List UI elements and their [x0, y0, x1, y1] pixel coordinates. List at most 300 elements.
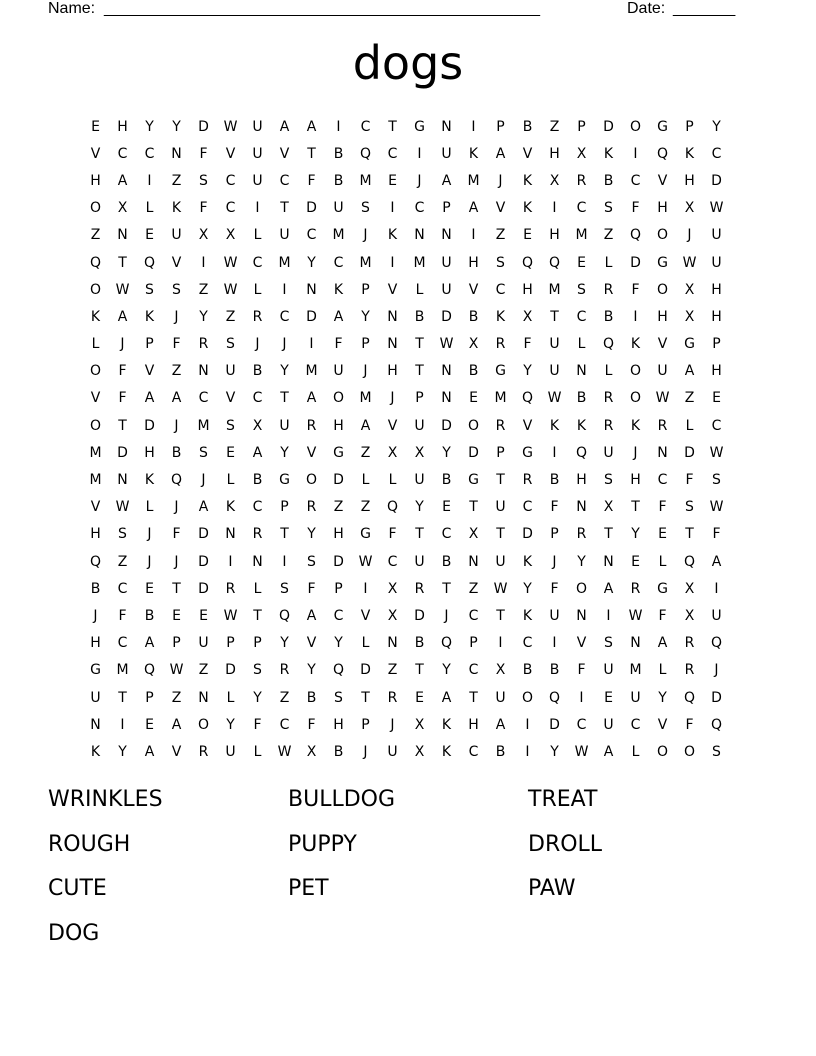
grid-letter[interactable]: I [714, 580, 719, 597]
grid-letter[interactable]: U [549, 336, 560, 353]
grid-letter[interactable]: Z [495, 227, 506, 244]
grid-letter[interactable]: B [441, 472, 452, 489]
grid-letter[interactable]: R [252, 308, 263, 325]
grid-letter[interactable]: A [333, 308, 344, 325]
grid-letter[interactable]: H [90, 172, 101, 189]
grid-letter[interactable]: E [226, 444, 235, 461]
grid-letter[interactable]: F [658, 607, 667, 624]
grid-letter[interactable]: R [198, 743, 209, 760]
grid-letter[interactable]: C [333, 254, 344, 271]
grid-letter[interactable]: H [333, 526, 344, 543]
grid-letter[interactable]: Q [521, 390, 534, 407]
grid-letter[interactable]: V [468, 281, 479, 298]
grid-letter[interactable]: A [360, 417, 371, 434]
grid-letter[interactable]: W [709, 499, 724, 516]
grid-letter[interactable]: U [630, 689, 641, 706]
grid-letter[interactable]: H [522, 281, 533, 298]
grid-letter[interactable]: P [469, 635, 478, 652]
grid-letter[interactable]: O [575, 580, 588, 597]
grid-letter[interactable]: U [495, 689, 506, 706]
grid-letter[interactable]: R [387, 689, 398, 706]
grid-letter[interactable]: I [633, 145, 638, 162]
grid-letter[interactable]: J [147, 553, 152, 570]
grid-letter[interactable]: P [145, 336, 154, 353]
grid-letter[interactable]: W [223, 281, 238, 298]
grid-letter[interactable]: J [444, 607, 449, 624]
grid-letter[interactable]: T [442, 580, 451, 597]
grid-letter[interactable]: R [495, 417, 506, 434]
grid-letter[interactable]: R [252, 526, 263, 543]
grid-letter[interactable]: G [468, 472, 479, 489]
grid-letter[interactable]: N [387, 308, 398, 325]
grid-letter[interactable]: L [253, 580, 262, 597]
grid-letter[interactable]: T [631, 499, 640, 516]
grid-letter[interactable]: D [684, 444, 695, 461]
grid-letter[interactable]: A [306, 607, 317, 624]
grid-letter[interactable]: U [225, 743, 236, 760]
grid-letter[interactable]: K [630, 336, 641, 353]
date-field-line[interactable]: _______ [673, 0, 736, 17]
grid-letter[interactable]: V [387, 281, 398, 298]
grid-letter[interactable]: Y [199, 308, 208, 325]
grid-letter[interactable]: M [116, 662, 129, 679]
grid-letter[interactable]: I [498, 635, 503, 652]
grid-letter[interactable]: Z [171, 172, 182, 189]
grid-letter[interactable]: P [172, 635, 181, 652]
grid-letter[interactable]: H [144, 444, 155, 461]
grid-letter[interactable]: V [657, 336, 668, 353]
grid-letter[interactable]: Y [658, 689, 667, 706]
grid-letter[interactable]: A [144, 390, 155, 407]
grid-letter[interactable]: D [414, 607, 425, 624]
grid-letter[interactable]: H [387, 363, 398, 380]
grid-letter[interactable]: X [225, 227, 236, 244]
grid-letter[interactable]: K [522, 553, 533, 570]
grid-letter[interactable]: V [387, 417, 398, 434]
grid-letter[interactable]: N [657, 444, 668, 461]
grid-letter[interactable]: X [549, 172, 560, 189]
grid-letter[interactable]: C [117, 145, 128, 162]
grid-letter[interactable]: P [577, 118, 586, 135]
grid-letter[interactable]: L [604, 254, 613, 271]
grid-letter[interactable]: A [495, 716, 506, 733]
grid-letter[interactable]: X [603, 499, 614, 516]
grid-letter[interactable]: Z [198, 281, 209, 298]
grid-letter[interactable]: H [468, 254, 479, 271]
grid-letter[interactable]: N [225, 526, 236, 543]
grid-letter[interactable]: G [657, 118, 668, 135]
grid-letter[interactable]: Y [253, 689, 262, 706]
grid-letter[interactable]: T [118, 417, 127, 434]
grid-letter[interactable]: G [657, 580, 668, 597]
grid-letter[interactable]: S [604, 635, 613, 652]
grid-letter[interactable]: J [417, 172, 422, 189]
grid-letter[interactable]: J [633, 444, 638, 461]
grid-letter[interactable]: B [603, 308, 614, 325]
grid-letter[interactable]: E [172, 607, 181, 624]
grid-letter[interactable]: A [198, 499, 209, 516]
grid-letter[interactable]: R [684, 635, 695, 652]
grid-letter[interactable]: Y [334, 635, 343, 652]
grid-letter[interactable]: E [604, 689, 613, 706]
grid-letter[interactable]: T [118, 254, 127, 271]
grid-letter[interactable]: H [630, 472, 641, 489]
grid-letter[interactable]: L [253, 281, 262, 298]
grid-letter[interactable]: C [387, 553, 398, 570]
grid-letter[interactable]: B [441, 553, 452, 570]
grid-letter[interactable]: X [684, 281, 695, 298]
grid-letter[interactable]: D [144, 417, 155, 434]
grid-letter[interactable]: Y [280, 363, 289, 380]
grid-letter[interactable]: Q [89, 553, 102, 570]
grid-letter[interactable]: U [252, 145, 263, 162]
grid-letter[interactable]: I [282, 281, 287, 298]
grid-letter[interactable]: Q [143, 254, 156, 271]
grid-letter[interactable]: K [90, 308, 101, 325]
grid-letter[interactable]: Y [442, 444, 451, 461]
grid-letter[interactable]: U [279, 417, 290, 434]
grid-letter[interactable]: O [89, 417, 102, 434]
grid-letter[interactable]: F [118, 607, 127, 624]
grid-letter[interactable]: C [441, 526, 452, 543]
grid-letter[interactable]: U [414, 553, 425, 570]
grid-letter[interactable]: J [120, 336, 125, 353]
grid-letter[interactable]: S [145, 281, 154, 298]
grid-letter[interactable]: C [468, 743, 479, 760]
grid-letter[interactable]: W [439, 336, 454, 353]
grid-letter[interactable]: U [414, 472, 425, 489]
grid-letter[interactable]: G [414, 118, 425, 135]
grid-letter[interactable]: Q [332, 662, 345, 679]
grid-letter[interactable]: K [630, 417, 641, 434]
grid-letter[interactable]: B [495, 743, 506, 760]
grid-letter[interactable]: F [307, 172, 316, 189]
grid-letter[interactable]: K [90, 743, 101, 760]
grid-letter[interactable]: J [255, 336, 260, 353]
grid-letter[interactable]: H [333, 716, 344, 733]
grid-letter[interactable]: U [441, 145, 452, 162]
grid-letter[interactable]: C [252, 254, 263, 271]
grid-letter[interactable]: W [169, 662, 184, 679]
grid-letter[interactable]: I [201, 254, 206, 271]
grid-letter[interactable]: L [226, 472, 235, 489]
grid-letter[interactable]: K [171, 200, 182, 217]
grid-letter[interactable]: M [278, 254, 291, 271]
grid-letter[interactable]: I [633, 308, 638, 325]
grid-letter[interactable]: R [306, 417, 317, 434]
grid-letter[interactable]: D [522, 526, 533, 543]
grid-letter[interactable]: C [522, 499, 533, 516]
grid-letter[interactable]: B [414, 308, 425, 325]
grid-letter[interactable]: E [712, 390, 721, 407]
grid-letter[interactable]: Z [171, 689, 182, 706]
grid-letter[interactable]: F [658, 499, 667, 516]
grid-letter[interactable]: A [603, 580, 614, 597]
grid-letter[interactable]: N [198, 363, 209, 380]
grid-letter[interactable]: M [359, 172, 372, 189]
grid-letter[interactable]: U [171, 227, 182, 244]
grid-letter[interactable]: I [336, 118, 341, 135]
grid-letter[interactable]: A [441, 172, 452, 189]
grid-letter[interactable]: I [309, 336, 314, 353]
grid-letter[interactable]: H [711, 281, 722, 298]
grid-letter[interactable]: C [279, 716, 290, 733]
grid-letter[interactable]: N [252, 553, 263, 570]
grid-letter[interactable]: G [684, 336, 695, 353]
grid-letter[interactable]: Z [279, 689, 290, 706]
grid-letter[interactable]: D [333, 553, 344, 570]
grid-letter[interactable]: P [280, 499, 289, 516]
grid-letter[interactable]: A [144, 743, 155, 760]
grid-letter[interactable]: F [631, 281, 640, 298]
grid-letter[interactable]: K [522, 172, 533, 189]
grid-letter[interactable]: S [253, 662, 262, 679]
grid-letter[interactable]: D [198, 118, 209, 135]
grid-letter[interactable]: T [550, 308, 559, 325]
grid-letter[interactable]: W [223, 118, 238, 135]
grid-letter[interactable]: N [468, 553, 479, 570]
grid-letter[interactable]: A [306, 390, 317, 407]
grid-letter[interactable]: L [577, 336, 586, 353]
grid-letter[interactable]: C [468, 607, 479, 624]
grid-letter[interactable]: T [496, 526, 505, 543]
grid-letter[interactable]: P [415, 390, 424, 407]
grid-letter[interactable]: V [495, 200, 506, 217]
grid-letter[interactable]: W [547, 390, 562, 407]
grid-letter[interactable]: I [282, 553, 287, 570]
grid-letter[interactable]: S [280, 580, 289, 597]
grid-letter[interactable]: H [117, 118, 128, 135]
grid-letter[interactable]: G [90, 662, 101, 679]
grid-letter[interactable]: H [576, 472, 587, 489]
grid-letter[interactable]: W [709, 444, 724, 461]
grid-letter[interactable]: Z [225, 308, 236, 325]
grid-letter[interactable]: R [684, 662, 695, 679]
grid-letter[interactable]: T [685, 526, 694, 543]
grid-letter[interactable]: W [574, 743, 589, 760]
grid-letter[interactable]: N [414, 227, 425, 244]
grid-letter[interactable]: C [360, 118, 371, 135]
grid-letter[interactable]: N [387, 336, 398, 353]
grid-letter[interactable]: J [363, 743, 368, 760]
grid-letter[interactable]: D [333, 472, 344, 489]
grid-letter[interactable]: V [90, 499, 101, 516]
grid-letter[interactable]: U [657, 363, 668, 380]
grid-letter[interactable]: W [709, 200, 724, 217]
grid-letter[interactable]: V [306, 444, 317, 461]
grid-letter[interactable]: B [171, 444, 182, 461]
grid-letter[interactable]: Q [548, 689, 561, 706]
grid-letter[interactable]: U [441, 281, 452, 298]
grid-letter[interactable]: G [333, 444, 344, 461]
grid-letter[interactable]: P [685, 118, 694, 135]
grid-letter[interactable]: B [576, 390, 587, 407]
grid-letter[interactable]: Z [468, 580, 479, 597]
grid-letter[interactable]: K [495, 308, 506, 325]
grid-letter[interactable]: U [603, 444, 614, 461]
grid-letter[interactable]: J [363, 227, 368, 244]
grid-letter[interactable]: D [549, 716, 560, 733]
grid-letter[interactable]: K [522, 607, 533, 624]
grid-letter[interactable]: M [413, 254, 426, 271]
grid-letter[interactable]: C [225, 172, 236, 189]
grid-letter[interactable]: R [414, 580, 425, 597]
grid-letter[interactable]: P [361, 336, 370, 353]
grid-letter[interactable]: F [550, 580, 559, 597]
grid-letter[interactable]: R [279, 662, 290, 679]
grid-letter[interactable]: A [711, 553, 722, 570]
grid-letter[interactable]: F [118, 390, 127, 407]
grid-letter[interactable]: X [414, 444, 425, 461]
grid-letter[interactable]: T [496, 607, 505, 624]
grid-letter[interactable]: E [577, 254, 586, 271]
grid-letter[interactable]: M [359, 254, 372, 271]
grid-letter[interactable]: E [442, 499, 451, 516]
grid-letter[interactable]: B [522, 662, 533, 679]
grid-letter[interactable]: T [118, 689, 127, 706]
grid-letter[interactable]: V [171, 254, 182, 271]
grid-letter[interactable]: Y [280, 444, 289, 461]
grid-letter[interactable]: N [117, 472, 128, 489]
grid-letter[interactable]: G [657, 254, 668, 271]
grid-letter[interactable]: U [441, 254, 452, 271]
grid-letter[interactable]: T [469, 689, 478, 706]
grid-letter[interactable]: A [657, 635, 668, 652]
grid-letter[interactable]: H [711, 363, 722, 380]
grid-letter[interactable]: O [629, 118, 642, 135]
grid-letter[interactable]: X [252, 417, 263, 434]
grid-letter[interactable]: P [253, 635, 262, 652]
grid-letter[interactable]: F [550, 499, 559, 516]
grid-letter[interactable]: X [576, 145, 587, 162]
grid-letter[interactable]: L [226, 689, 235, 706]
grid-letter[interactable]: U [711, 227, 722, 244]
grid-letter[interactable]: Q [386, 499, 399, 516]
grid-letter[interactable]: P [496, 118, 505, 135]
grid-letter[interactable]: E [415, 689, 424, 706]
grid-letter[interactable]: V [225, 145, 236, 162]
grid-letter[interactable]: L [253, 227, 262, 244]
grid-letter[interactable]: Y [523, 363, 532, 380]
grid-letter[interactable]: E [523, 227, 532, 244]
grid-letter[interactable]: P [550, 526, 559, 543]
grid-letter[interactable]: B [252, 363, 263, 380]
grid-letter[interactable]: E [658, 526, 667, 543]
grid-letter[interactable]: J [174, 499, 179, 516]
grid-letter[interactable]: O [656, 281, 669, 298]
grid-letter[interactable]: C [576, 716, 587, 733]
grid-letter[interactable]: K [144, 472, 155, 489]
grid-letter[interactable]: U [711, 254, 722, 271]
grid-letter[interactable]: P [226, 635, 235, 652]
grid-letter[interactable]: D [468, 444, 479, 461]
grid-letter[interactable]: P [334, 580, 343, 597]
grid-letter[interactable]: J [174, 417, 179, 434]
grid-letter[interactable]: K [522, 200, 533, 217]
grid-letter[interactable]: I [579, 689, 584, 706]
grid-letter[interactable]: S [199, 444, 208, 461]
grid-letter[interactable]: R [198, 336, 209, 353]
grid-letter[interactable]: L [631, 743, 640, 760]
grid-letter[interactable]: S [118, 526, 127, 543]
grid-letter[interactable]: M [305, 363, 318, 380]
grid-letter[interactable]: B [414, 635, 425, 652]
grid-letter[interactable]: E [145, 580, 154, 597]
grid-letter[interactable]: Y [145, 118, 154, 135]
grid-letter[interactable]: Y [361, 308, 370, 325]
grid-letter[interactable]: A [171, 390, 182, 407]
grid-letter[interactable]: L [361, 635, 370, 652]
grid-letter[interactable]: B [333, 145, 344, 162]
grid-letter[interactable]: E [469, 390, 478, 407]
grid-letter[interactable]: I [363, 580, 368, 597]
grid-letter[interactable]: T [604, 526, 613, 543]
grid-letter[interactable]: I [120, 716, 125, 733]
grid-letter[interactable]: S [199, 172, 208, 189]
grid-letter[interactable]: R [603, 281, 614, 298]
grid-letter[interactable]: A [468, 200, 479, 217]
grid-letter[interactable]: J [687, 227, 692, 244]
grid-letter[interactable]: J [552, 553, 557, 570]
grid-letter[interactable]: B [603, 172, 614, 189]
grid-letter[interactable]: D [306, 200, 317, 217]
grid-letter[interactable]: U [333, 363, 344, 380]
grid-letter[interactable]: J [201, 472, 206, 489]
grid-letter[interactable]: Y [550, 743, 559, 760]
grid-letter[interactable]: O [467, 417, 480, 434]
grid-letter[interactable]: T [388, 118, 397, 135]
grid-letter[interactable]: W [358, 553, 373, 570]
grid-letter[interactable]: X [468, 526, 479, 543]
grid-letter[interactable]: I [390, 254, 395, 271]
grid-letter[interactable]: T [172, 580, 181, 597]
grid-letter[interactable]: U [549, 363, 560, 380]
grid-letter[interactable]: U [252, 172, 263, 189]
grid-letter[interactable]: F [685, 716, 694, 733]
grid-letter[interactable]: F [631, 200, 640, 217]
grid-letter[interactable]: L [91, 336, 100, 353]
grid-letter[interactable]: T [280, 526, 289, 543]
grid-letter[interactable]: Y [415, 499, 424, 516]
grid-letter[interactable]: Z [90, 227, 101, 244]
grid-letter[interactable]: A [603, 743, 614, 760]
grid-letter[interactable]: D [711, 172, 722, 189]
grid-letter[interactable]: B [333, 172, 344, 189]
grid-letter[interactable]: U [279, 227, 290, 244]
grid-letter[interactable]: X [387, 580, 398, 597]
grid-letter[interactable]: F [307, 716, 316, 733]
grid-letter[interactable]: I [552, 444, 557, 461]
grid-letter[interactable]: W [223, 607, 238, 624]
grid-letter[interactable]: D [306, 308, 317, 325]
grid-letter[interactable]: Y [307, 662, 316, 679]
grid-letter[interactable]: U [333, 200, 344, 217]
grid-letter[interactable]: A [144, 635, 155, 652]
grid-letter[interactable]: X [198, 227, 209, 244]
grid-letter[interactable]: B [144, 607, 155, 624]
grid-letter[interactable]: C [252, 390, 263, 407]
grid-letter[interactable]: Q [656, 145, 669, 162]
grid-letter[interactable]: J [714, 662, 719, 679]
grid-letter[interactable]: H [657, 200, 668, 217]
grid-letter[interactable]: H [549, 227, 560, 244]
grid-letter[interactable]: A [279, 118, 290, 135]
grid-letter[interactable]: Y [442, 662, 451, 679]
grid-letter[interactable]: U [387, 743, 398, 760]
grid-letter[interactable]: K [684, 145, 695, 162]
grid-letter[interactable]: F [199, 145, 208, 162]
grid-letter[interactable]: S [604, 200, 613, 217]
